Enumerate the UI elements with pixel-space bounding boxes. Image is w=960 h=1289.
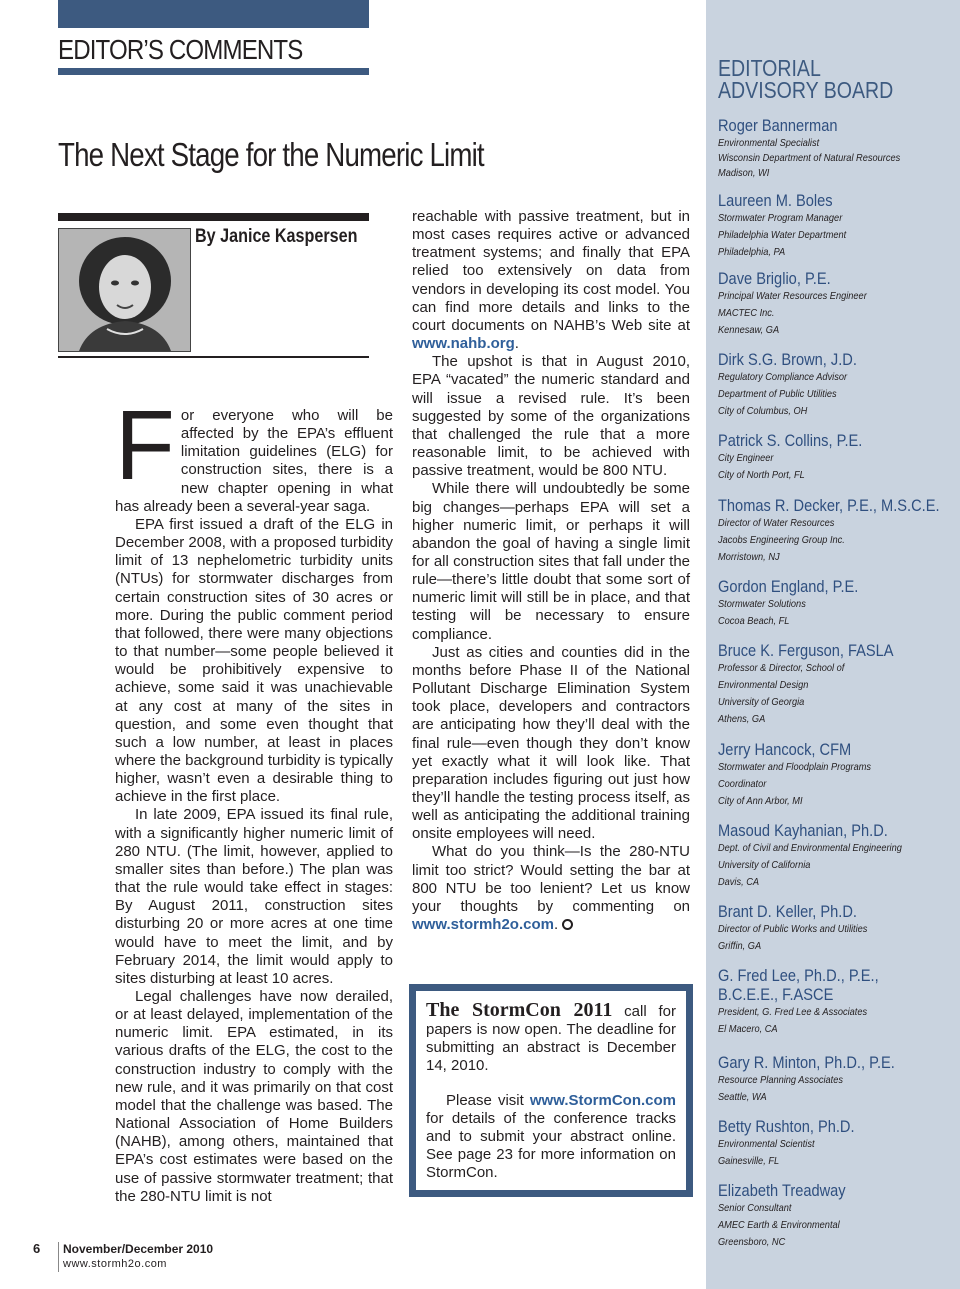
paragraph: EPA first issued a draft of the ELG in December 2008, with a proposed turbidity limit of 13 nephelometric turbidity units (NTUs) for stormwater discharges from certain construction sites of 30 acres or more. During the public comment period that followed, there were many objections to that number—some people believed it would be prohibitively expensive to achieve, some said it was unachievable at any cost at many of the sites in question, and some even thought that such a low number, at least in places where the background turbidity is typically higher, wasn’t even a desirable thing to achieve in the first place. xyxy=(115,515,393,806)
board-member: Jerry Hancock, CFM Stormwater and Floodplain Programs Coordinator City of Ann Arbor, MI xyxy=(718,740,948,810)
member-name: Gordon England, P.E. xyxy=(718,577,859,596)
paragraph: What do you think—Is the 280-NTU limit too strict? Would setting the bar at 800 NTU be too lenient? Let us know your thoughts by commenting on www.stormh2o.com. xyxy=(412,843,690,934)
promo-paragraph: The StormCon 2011 call for papers is now open. The deadline for submitting an abstract is December 14, 2010. xyxy=(426,999,676,1075)
section-label: EDITOR’S COMMENTS xyxy=(58,34,303,65)
board-member: Roger Bannerman Environmental Specialist Wisconsin Department of Natural Resources Madison, WI xyxy=(718,116,948,182)
paragraph: In late 2009, EPA issued its final rule, with a significantly higher numeric limit of 280 NTU. (The limit, however, applied to smaller sites than before.) The plan was that the rule would take effect in stages: By August 2011, construction sites disturbing 20 or more acres at one time would have to meet the limit, and by February 2014, the limit would apply to sites disturbing at least 10 acres. xyxy=(115,806,393,987)
author-photo xyxy=(58,228,191,352)
member-name: Elizabeth Treadway xyxy=(718,1181,846,1200)
member-name: Jerry Hancock, CFM xyxy=(718,740,852,759)
promo-text xyxy=(426,1001,676,1182)
article-column-1 xyxy=(115,390,393,1206)
member-name: Bruce K. Ferguson, FASLA xyxy=(718,641,894,660)
member-name: Laureen M. Boles xyxy=(718,191,833,210)
footer-website: www.stormh2o.com xyxy=(63,1258,167,1270)
member-name: Brant D. Keller, Ph.D. xyxy=(718,902,857,921)
nahb-link[interactable]: www.nahb.org xyxy=(412,335,515,353)
byline-rule-top xyxy=(58,213,369,221)
promo-title: The StormCon 2011 xyxy=(426,999,613,1021)
board-member: Patrick S. Collins, P.E. City Engineer City of North Port, FL xyxy=(718,431,948,484)
paragraph: While there will undoubtedly be some big changes—perhaps EPA will set a higher numeric limit, or perhaps it will abandon the goal of having a single limit for all construction sites that fall under the rule—there’s little doubt that some sort of numeric limit will still be in place, and that testing will be necessary to ensure compliance. xyxy=(412,480,690,643)
member-name: Patrick S. Collins, P.E. xyxy=(718,431,863,450)
paragraph: For everyone who will be affected by the EPA’s effluent limitation guidelines (ELG) for construction sites, there is a new chapter opening in what has already been a several-year saga. xyxy=(115,390,393,515)
section-rule xyxy=(58,68,369,75)
board-member: Gary R. Minton, Ph.D., P.E. Resource Planning Associates Seattle, WA xyxy=(718,1053,948,1106)
board-member: Laureen M. Boles Stormwater Program Manager Philadelphia Water Department Philadelphia, PA xyxy=(718,191,948,261)
article-column-2 xyxy=(412,208,690,934)
member-name: Dave Briglio, P.E. xyxy=(718,269,831,288)
member-name: Thomas R. Decker, P.E., M.S.C.E. xyxy=(718,496,940,515)
member-name: Masoud Kayhanian, Ph.D. xyxy=(718,821,888,840)
issue-date: November/December 2010 xyxy=(63,1242,214,1256)
member-name: Dirk S.G. Brown, J.D. xyxy=(718,350,857,369)
article-headline: The Next Stage for the Numeric Limit xyxy=(58,136,484,173)
stormh2o-link[interactable]: www.stormh2o.com xyxy=(412,916,554,934)
end-mark-icon xyxy=(562,919,573,930)
member-name: Betty Rushton, Ph.D. xyxy=(718,1117,855,1136)
board-member: Brant D. Keller, Ph.D. Director of Public Works and Utilities Griffin, GA xyxy=(718,902,948,955)
stormcon-link[interactable]: www.StormCon.com xyxy=(529,1091,676,1109)
member-name: Roger Bannerman xyxy=(718,116,838,135)
page-number: 6 xyxy=(33,1241,41,1256)
board-member: Gordon England, P.E. Stormwater Solutions Cocoa Beach, FL xyxy=(718,577,948,630)
member-name: Gary R. Minton, Ph.D., P.E. xyxy=(718,1053,895,1072)
board-member: Thomas R. Decker, P.E., M.S.C.E. Director of Water Resources Jacobs Engineering Group Inc. Morristown, NJ xyxy=(718,496,940,563)
member-name: G. Fred Lee, Ph.D., P.E., xyxy=(718,966,879,985)
member-name: B.C.E.E., F.ASCE xyxy=(718,985,834,1004)
author-portrait-image xyxy=(59,229,190,351)
header-bar xyxy=(58,0,369,28)
drop-cap: F xyxy=(115,390,175,500)
board-member: Betty Rushton, Ph.D. Environmental Scientist Gainesville, FL xyxy=(718,1117,948,1170)
board-title: EDITORIAL ADVISORY BOARD xyxy=(718,55,894,103)
board-member: Bruce K. Ferguson, FASLA Professor & Director, School of Environmental Design University of Georgia Athens, GA xyxy=(718,641,948,728)
paragraph: Just as cities and counties did in the months before Phase II of the National Pollutant Discharge Elimination System took place, developers and contractors are anticipating how they’ll deal with the final rule—even though they don’t know yet exactly what it will look like. That preparation includes figuring out just how they’ll handle the testing process itself, as well as anticipating the additional training onsite employees will need. xyxy=(412,643,690,843)
byline: By Janice Kaspersen xyxy=(195,226,358,247)
stormcon-promo-box xyxy=(409,984,693,1197)
board-member: Dave Briglio, P.E. Principal Water Resources Engineer MACTEC Inc. Kennesaw, GA xyxy=(718,269,948,339)
paragraph: The upshot is that in August 2010, EPA “vacated” the numeric standard and will issue a revised rule. It’s been suggested by some of the organizations that challenged the rule that a more reasonable limit, to be achieved with passive treatment, would be 800 NTU. xyxy=(412,353,690,480)
byline-rule-bottom xyxy=(58,356,369,358)
board-member: Elizabeth Treadway Senior Consultant AMEC Earth & Environmental Greensboro, NC xyxy=(718,1181,948,1251)
board-member: Dirk S.G. Brown, J.D. Regulatory Compliance Advisor Department of Public Utilities City of Columbus, OH xyxy=(718,350,948,420)
board-member: Masoud Kayhanian, Ph.D. Dept. of Civil and Environmental Engineering University of California Davis, CA xyxy=(718,821,948,891)
footer-divider xyxy=(58,1242,59,1272)
promo-paragraph: Please visit www.StormCon.com for details of the conference tracks and to submit your abstract online. See page 23 for more information on StormCon. xyxy=(426,1091,676,1182)
paragraph: Legal challenges have now derailed, or at least delayed, implementation of the numeric limit. EPA estimated, in its various drafts of the ELG, the cost to the construction industry to comply with the new rule, and it was primarily on that cost model that the challenge was based. The National Association of Home Builders (NAHB), among others, maintained that EPA’s cost estimates were based on the use of passive stormwater treatment; that the 280-NTU limit is not xyxy=(115,988,393,1205)
board-member: G. Fred Lee, Ph.D., P.E., B.C.E.E., F.ASCE President, G. Fred Lee & Associates El Macero, CA xyxy=(718,966,948,1038)
paragraph: reachable with passive treatment, but in most cases requires active or advanced treatment systems; and finally that EPA relied too extensively on data from vendors in developing its cost model. You can find more details and links to the court documents on NAHB’s Web site at www.nahb.org. xyxy=(412,208,690,353)
